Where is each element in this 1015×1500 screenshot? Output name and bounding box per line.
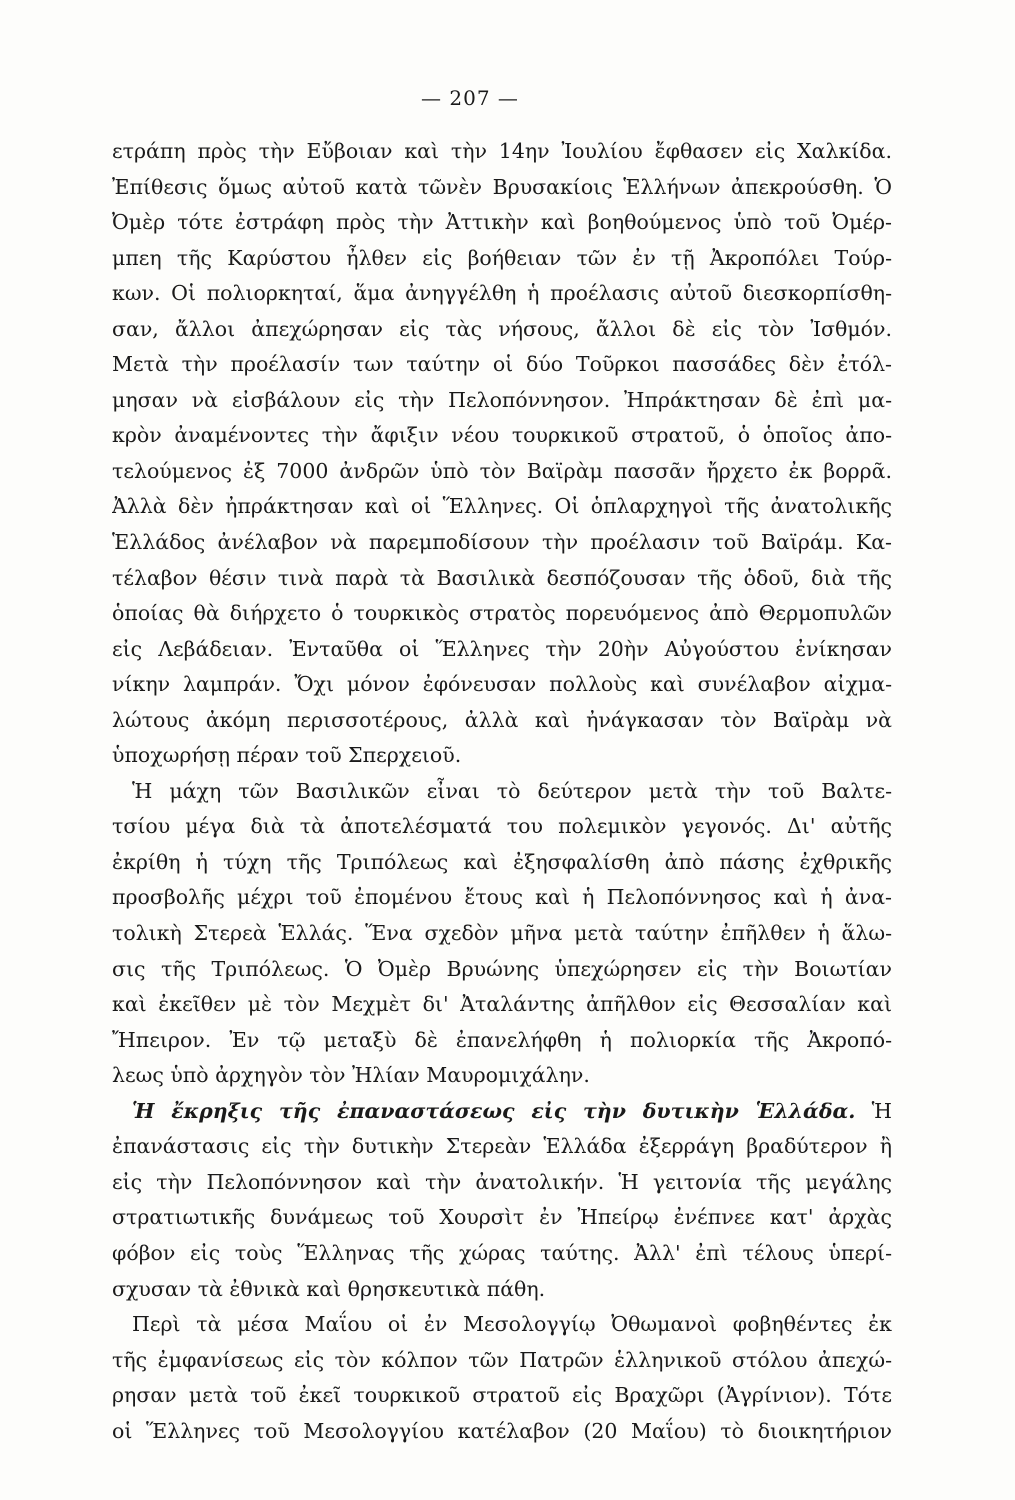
- page-number: — 207 —: [421, 86, 519, 110]
- text-line: μησαν νὰ εἰσβάλουν εἰς τὴν Πελοπόννησον. Ἠπράκτησαν δὲ ἐπὶ μα-: [112, 387, 892, 412]
- text-line: ὁποίας θὰ διήρχετο ὁ τουρκικὸς στρατὸς πορευόμενος ἀπὸ Θερμοπυλῶν: [112, 601, 892, 626]
- text-line: οἱ Ἕλληνες τοῦ Μεσολογγίου κατέλαβον (20 Μαΐου) τὸ διοικητήριον: [112, 1418, 892, 1443]
- text-line: Μετὰ τὴν προέλασίν των ταύτην οἱ δύο Τοῦρκοι πασσάδες δὲν ἐτόλ-: [112, 352, 892, 377]
- text-line: ὑποχωρήσῃ πέραν τοῦ Σπερχειοῦ.: [112, 743, 462, 768]
- text-line: ἐπανάστασις εἰς τὴν δυτικὴν Στερεὰν Ἑλλάδα ἐξερράγη βραδύτερον ἢ: [112, 1134, 892, 1159]
- text-line: σχυσαν τὰ ἐθνικὰ καὶ θρησκευτικὰ πάθη.: [112, 1276, 546, 1301]
- text-line: σαν, ἄλλοι ἀπεχώρησαν εἰς τὰς νήσους, ἄλλοι δὲ εἰς τὸν Ἰσθμόν.: [112, 316, 892, 341]
- text-line: εἰς Λεβάδειαν. Ἐνταῦθα οἱ Ἕλληνες τὴν 20ὴν Αὐγούστου ἐνίκησαν: [112, 636, 892, 661]
- text-line: προσβολῆς μέχρι τοῦ ἐπομένου ἔτους καὶ ἡ Πελοπόννησος καὶ ἡ ἀνα-: [112, 885, 892, 910]
- text-line: ρησαν μετὰ τοῦ ἐκεῖ τουρκικοῦ στρατοῦ εἰς Βραχῶρι (Ἀγρίνιον). Τότε: [112, 1383, 892, 1408]
- text-line: στρατιωτικῆς δυνάμεως τοῦ Χουρσὶτ ἐν Ἠπείρῳ ἐνέπνεε κατ' ἀρχὰς: [112, 1205, 892, 1230]
- paragraph: [112, 1094, 892, 1307]
- text-line: ετράπη πρὸς τὴν Εὔβοιαν καὶ τὴν 14ην Ἰουλίου ἔφθασεν εἰς Χαλκίδα.: [112, 139, 892, 163]
- text-line: Ὀμὲρ τότε ἐστράφη πρὸς τὴν Ἀττικὴν καὶ βοηθούμενος ὑπὸ τοῦ Ὀμέρ-: [112, 210, 892, 235]
- text-line: φόβον εἰς τοὺς Ἕλληνας τῆς χώρας ταύτης. Ἀλλ' ἐπὶ τέλους ὑπερί-: [112, 1240, 892, 1265]
- text-line: λεως ὑπὸ ἀρχηγὸν τὸν Ἠλίαν Μαυρομιχάλην.: [112, 1063, 590, 1088]
- text-line: Ἐπίθεσις ὅμως αὐτοῦ κατὰ τῶνὲν Βρυσακίοις Ἑλλήνων ἀπεκρούσθη. Ὁ: [112, 174, 892, 199]
- text-line: τολικὴ Στερεὰ Ἑλλάς. Ἕνα σχεδὸν μῆνα μετὰ ταύτην ἐπῆλθεν ἡ ἅλω-: [112, 921, 892, 946]
- text-line: καὶ ἐκεῖθεν μὲ τὸν Μεχμὲτ δι' Ἀταλάντης ἀπῆλθον εἰς Θεσσαλίαν καὶ: [112, 992, 892, 1017]
- text-line: Ἑλλάδος ἀνέλαβον νὰ παρεμποδίσουν τὴν προέλασιν τοῦ Βαϊράμ. Κα-: [112, 530, 892, 555]
- text-line: [112, 1094, 892, 1130]
- text-line: λώτους ἀκόμη περισσοτέρους, ἀλλὰ καὶ ἠνάγκασαν τὸν Βαϊρὰμ νὰ: [112, 707, 892, 732]
- text-line: τσίου μέγα διὰ τὰ ἀποτελέσματά του πολεμικὸν γεγονός. Δι' αὐτῆς: [112, 814, 892, 839]
- text-line: τῆς ἐμφανίσεως εἰς τὸν κόλπον τῶν Πατρῶν ἑλληνικοῦ στόλου ἀπεχώ-: [112, 1347, 892, 1372]
- text-line: μπεη τῆς Καρύστου ἦλθεν εἰς βοήθειαν τῶν ἐν τῇ Ἀκροπόλει Τούρ-: [112, 245, 892, 270]
- text-line: νίκην λαμπράν. Ὄχι μόνον ἐφόνευσαν πολλοὺς καὶ συνέλαβον αἰχμα-: [112, 672, 892, 697]
- text-line: τελούμενος ἐξ 7000 ἀνδρῶν ὑπὸ τὸν Βαϊρὰμ πασσᾶν ἤρχετο ἐκ βορρᾶ.: [112, 458, 892, 483]
- body-text: [112, 134, 892, 1449]
- text-line: Ἡ μάχη τῶν Βασιλικῶν εἶναι τὸ δεύτερον μετὰ τὴν τοῦ Βαλτε-: [132, 778, 892, 803]
- paragraph: [112, 774, 892, 1094]
- text-line: σις τῆς Τριπόλεως. Ὁ Ὀμὲρ Βρυώνης ὑπεχώρησεν εἰς τὴν Βοιωτίαν: [112, 956, 892, 981]
- text-line: Ἀλλὰ δὲν ἠπράκτησαν καὶ οἱ Ἕλληνες. Οἱ ὁπλαρχηγοὶ τῆς ἀνατολικῆς: [112, 494, 892, 519]
- text-line: τέλαβον θέσιν τινὰ παρὰ τὰ Βασιλικὰ δεσπόζουσαν τῆς ὁδοῦ, διὰ τῆς: [112, 565, 892, 590]
- text-run: Ἡ: [871, 1098, 892, 1123]
- text-line: ἐκρίθη ἡ τύχη τῆς Τριπόλεως καὶ ἐξησφαλίσθη ἀπὸ πάσης ἐχθρικῆς: [112, 849, 892, 874]
- text-line: Ἤπειρον. Ἐν τῷ μεταξὺ δὲ ἐπανελήφθη ἡ πολιορκία τῆς Ἀκροπό-: [112, 1027, 892, 1052]
- text-line: κρὸν ἀναμένοντες τὴν ἄφιξιν νέου τουρκικοῦ στρατοῦ, ὁ ὁποῖος ἀπο-: [112, 423, 892, 448]
- section-heading: Ἡ ἔκρηξις τῆς ἐπαναστάσεως εἰς τὴν δυτικὴν Ἑλλάδα.: [132, 1098, 856, 1123]
- paragraph: [112, 1307, 892, 1449]
- text-line: εἰς τὴν Πελοπόννησον καὶ τὴν ἀνατολικήν. Ἡ γειτονία τῆς μεγάλης: [112, 1169, 892, 1194]
- paragraph: [112, 134, 892, 774]
- text-line: Περὶ τὰ μέσα Μαΐου οἱ ἐν Μεσολογγίῳ Ὀθωμανοὶ φοβηθέντες ἐκ: [132, 1312, 892, 1337]
- text-line: κων. Οἱ πολιορκηταί, ἅμα ἀνηγγέλθη ἡ προέλασις αὐτοῦ διεσκορπίσθη-: [112, 281, 892, 306]
